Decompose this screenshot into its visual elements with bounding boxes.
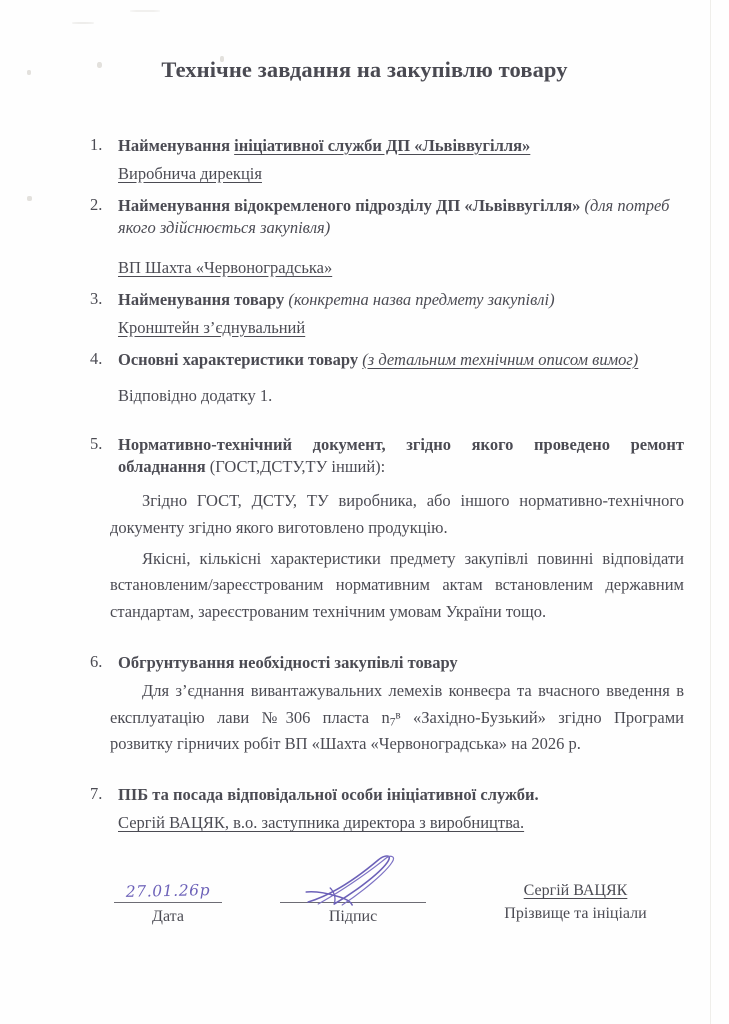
paragraph-5-2: Якісні, кількісні характеристики предмету закупівлі повинні відповідати встановленим/зареєстрованим нормативним актам встановленим державним стандартам, зареєстрованим технічним умовам України тощо.	[110, 548, 684, 622]
heading-bold-text: Нормативно-технічний документ, згідно якого проведено ремонт обладнання	[118, 435, 684, 477]
signer-name: Сергій ВАЦЯК	[523, 882, 628, 899]
signature-date-column	[98, 880, 238, 928]
list-item-heading	[118, 289, 684, 311]
heading-bold-text: Найменування відокремленого підрозділу ДП «Львіввугілля»	[118, 195, 581, 215]
heading-bold-text: Основні характеристики товару	[118, 349, 359, 369]
list-item-heading	[118, 195, 684, 239]
answer-line-4	[88, 385, 684, 407]
heading-italic-text: (конкретна назва предмету закупівлі)	[288, 289, 555, 309]
signature-icon	[300, 852, 420, 910]
signature-caption: Підпис	[328, 908, 378, 925]
heading-regular-text: (ГОСТ,ДСТУ,ТУ інший):	[205, 457, 386, 477]
answer-text: Відповідно додатку 1.	[118, 385, 273, 405]
list-item-3	[88, 289, 684, 311]
answer-line-7	[88, 812, 684, 834]
heading-italic-underlined-text: (з детальним технічним описом вимог)	[362, 349, 639, 369]
spacer	[88, 241, 684, 251]
spacer	[88, 626, 684, 652]
list-item-7	[88, 784, 684, 806]
list-item-1	[88, 135, 684, 157]
answer-line-3	[88, 317, 684, 339]
list-item-number: 3.	[90, 288, 103, 308]
spacer	[88, 758, 684, 784]
superscript-seam-letter: в	[395, 708, 401, 721]
scan-speck-icon	[130, 10, 160, 12]
signature-block	[88, 880, 668, 950]
heading-bold-text: Обгрунтування необхідності закупівлі товару	[118, 652, 458, 672]
page-title: Технічне завдання на закупівлю товару	[161, 57, 568, 82]
answer-line-2	[88, 257, 684, 279]
paragraph-6	[88, 678, 684, 758]
date-caption: Дата	[152, 908, 184, 925]
list-item-number: 1.	[90, 135, 103, 154]
list-item-4	[88, 349, 684, 371]
list-item-number: 6.	[90, 651, 103, 671]
list-item-heading	[118, 135, 684, 157]
scan-speck-icon	[27, 196, 32, 201]
name-caption: Прізвище та ініціали	[504, 905, 647, 922]
answer-line-1	[88, 163, 684, 185]
scan-speck-icon	[72, 22, 94, 24]
spacer	[88, 416, 684, 434]
handwritten-date-value: 27.01.26р	[125, 881, 211, 901]
list-item-heading	[118, 652, 684, 674]
answer-text: ВП Шахта «Червоноградська»	[118, 257, 333, 277]
signature-name-column	[483, 880, 668, 925]
answer-text: Сергій ВАЦЯК, в.о. заступника директора з виробництва.	[118, 813, 525, 833]
handwritten-signature	[278, 880, 428, 902]
list-item-number: 5.	[90, 434, 103, 454]
document-body	[88, 135, 684, 844]
list-item-number: 2.	[90, 194, 103, 214]
heading-bold-text: ПІБ та посада відповідальної особи ініціативної служби.	[118, 785, 539, 805]
list-item-6	[88, 652, 684, 674]
list-item-5	[88, 434, 684, 478]
subscript-seam-number: 7	[389, 716, 396, 729]
list-item-2	[88, 195, 684, 239]
heading-bold-text: Найменування товару	[118, 289, 285, 309]
list-item-heading	[118, 784, 684, 806]
paragraph-text-part2: «Західно-Бузький» згідно Програми розвитку гірничих робіт ВП «Шахта «Червоноградська» на 2026 р.	[110, 707, 684, 754]
list-item-heading	[118, 434, 684, 478]
answer-text: Кронштейн з’єднувальний	[118, 317, 306, 337]
heading-bold-text: Найменування	[118, 136, 235, 155]
scan-edge-artifact	[710, 0, 711, 1024]
signature-column	[278, 880, 428, 928]
answer-text: Виробнича дирекція	[118, 163, 262, 183]
heading-italic-text: (для потреб якого здійснюється закупівля)	[118, 195, 670, 237]
paragraph-text-part1: Для з’єднання вивантажувальних лемехів конвеєра та вчасного введення в експлуатацію лави №306 пласта n	[110, 680, 684, 727]
list-item-number: 7.	[90, 784, 103, 804]
heading-underlined-text: ініціативної служби ДП «Львіввугілля»	[234, 136, 531, 155]
paragraph-5-1: Згідно ГОСТ, ДСТУ, ТУ виробника, або іншого нормативно-технічного документу згідно якого виготовлено продукцію.	[110, 491, 684, 538]
list-item-number: 4.	[90, 348, 103, 368]
list-item-heading	[118, 349, 684, 371]
